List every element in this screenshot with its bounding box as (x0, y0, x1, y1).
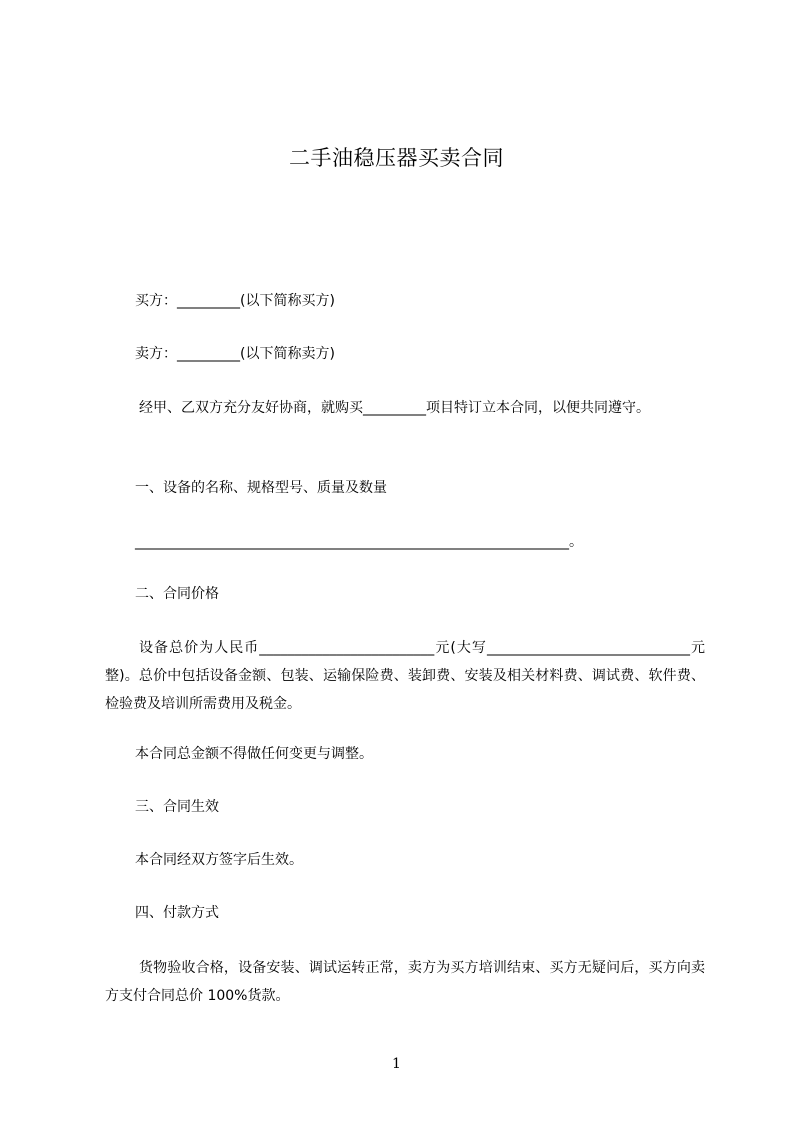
price-paragraph: 设备总价为人民币_________________________元(大写_____________________________元整)。总价中包括设备金额、包装、运输保险费、装卸费、安装及相关材料费、调试费、软件费、检验费及培训所需费用及税金。 (105, 640, 705, 712)
section1-blank-line: ______________________________________________________________。 (135, 534, 583, 550)
section1-heading: 一、设备的名称、规格型号、质量及数量 (135, 480, 387, 496)
buyer-line: 买方：_________(以下简称买方) (135, 293, 335, 309)
intro-paragraph: 经甲、乙双方充分友好协商，就购买_________项目特订立本合同，以便共同遵守。 (139, 400, 650, 416)
effect-text: 本合同经双方签字后生效。 (135, 852, 303, 868)
seller-line: 卖方：_________(以下简称卖方) (135, 346, 335, 362)
page-number: 1 (392, 1056, 401, 1072)
section2-heading: 二、合同价格 (135, 586, 219, 602)
payment-paragraph: 货物验收合格，设备安装、调试运转正常，卖方为买方培训结束、买方无疑问后，买方向卖方支付合同总价 100%货款。 (105, 960, 705, 1004)
section4-heading: 四、付款方式 (135, 905, 219, 921)
contract-title: 二手油稳压器买卖合同 (289, 146, 504, 170)
price-fixed-note: 本合同总金额不得做任何变更与调整。 (135, 746, 373, 762)
section3-heading: 三、合同生效 (135, 799, 219, 815)
